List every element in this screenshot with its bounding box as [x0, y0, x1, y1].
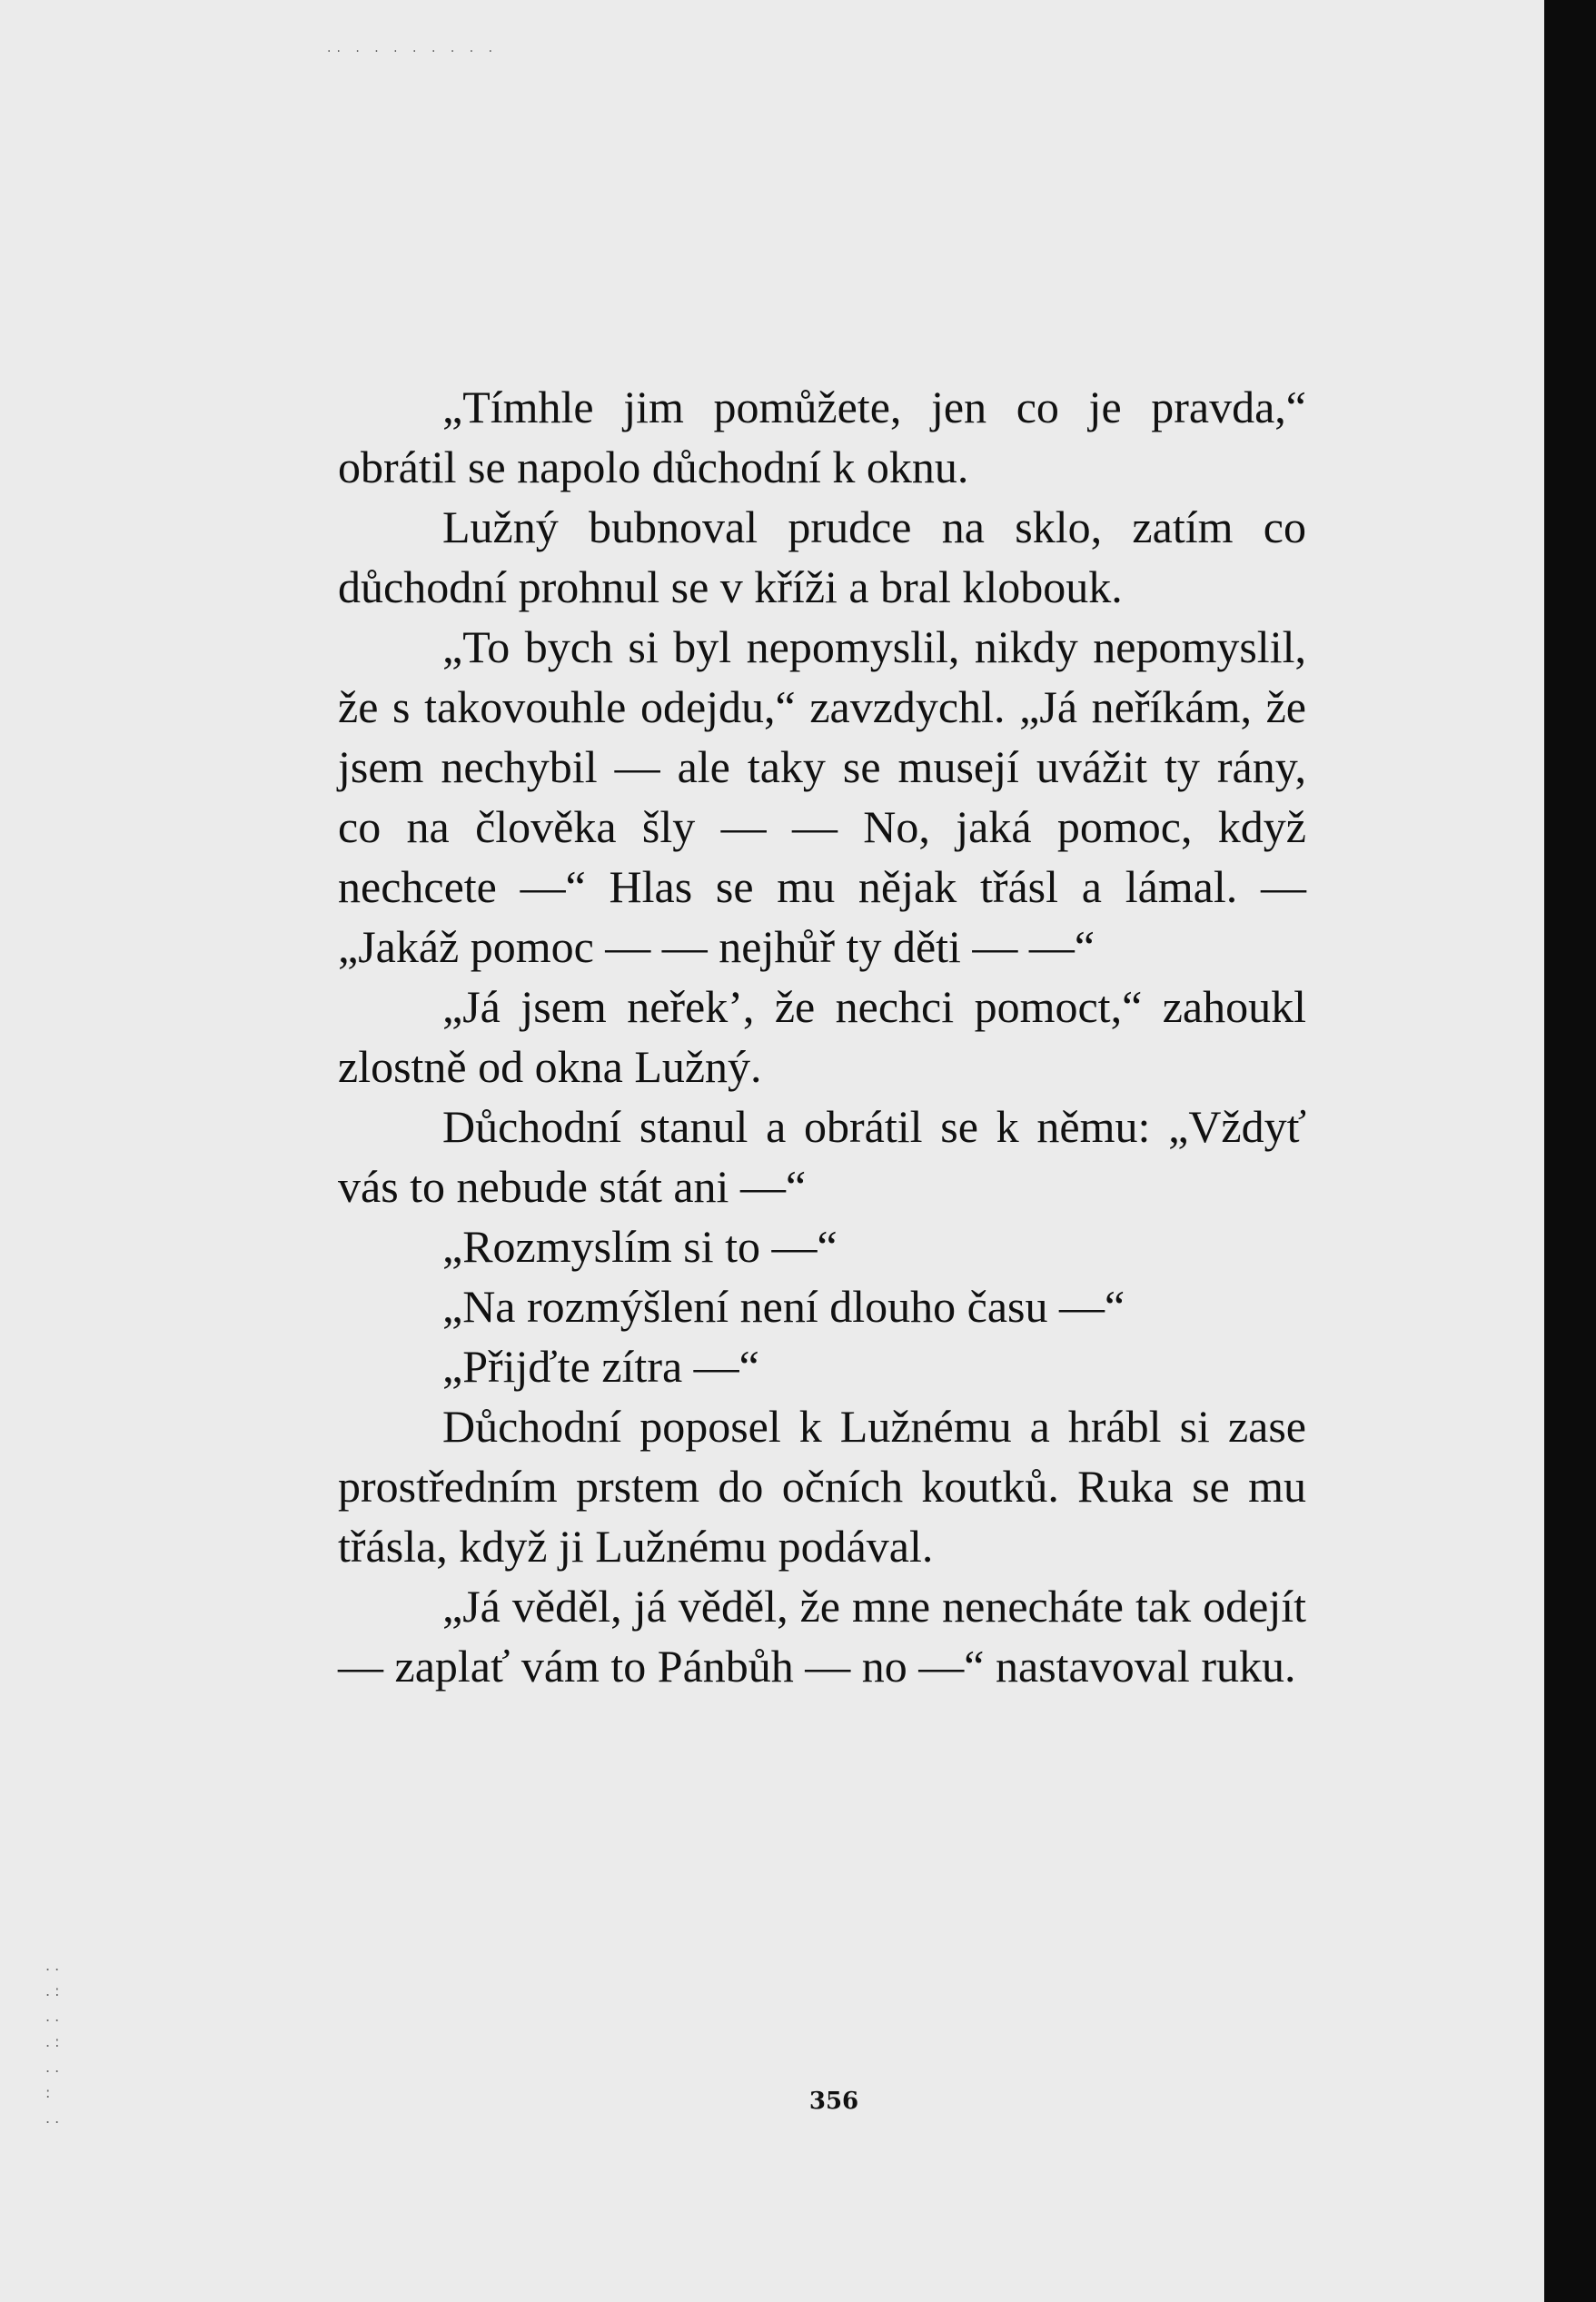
paragraph: „Přijďte zítra —“ [442, 1341, 759, 1392]
paragraph: „Já věděl, já věděl, že mne nenecháte tak odejít — zaplať vám to Pánbůh — no —“ nastavoval ruku. [338, 1581, 1306, 1692]
paragraph: Důchodní stanul a obrátil se k němu: „Vždyť vás to nebude stát ani —“ [338, 1101, 1306, 1212]
scan-dark-edge [1544, 0, 1596, 2302]
paragraph: Důchodní poposel k Lužnému a hrábl si zase prostředním prstem do očních koutků. Ruka se mu třásla, když ji Lužnému podával. [338, 1401, 1306, 1572]
paragraph: „To bych si byl nepomyslil, nikdy nepomyslil, že s takovouhle odejdu,“ zavzdychl. „Já neříkám, že jsem nechybil — ale taky se musejí uvážit ty rány, co na člověka šly — — No, jaká pomoc, když nechcete —“ Hlas se mu nějak třásl a lámal. — „Jakáž pomoc — — nejhůř ty děti — —“ [338, 621, 1306, 972]
scan-noise-left: . . . : . . . : . . : . . [45, 1957, 60, 2127]
page-number: 356 [808, 2088, 859, 2115]
scan-noise-top: .. . . . . . . . . [327, 41, 499, 55]
paragraph: „Rozmyslím si to —“ [442, 1221, 838, 1272]
paragraph: „Na rozmýšlení není dlouho času —“ [442, 1281, 1125, 1332]
body-text [338, 377, 1306, 1696]
paragraph: „Já jsem neřek’, že nechci pomoct,“ zahoukl zlostně od okna Lužný. [338, 981, 1306, 1092]
paragraph: Lužný bubnoval prudce na sklo, zatím co důchodní prohnul se v kříži a bral klobouk. [338, 501, 1306, 612]
paragraph: „Tímhle jim pomůžete, jen co je pravda,“ obrátil se napolo důchodní k oknu. [338, 382, 1306, 492]
